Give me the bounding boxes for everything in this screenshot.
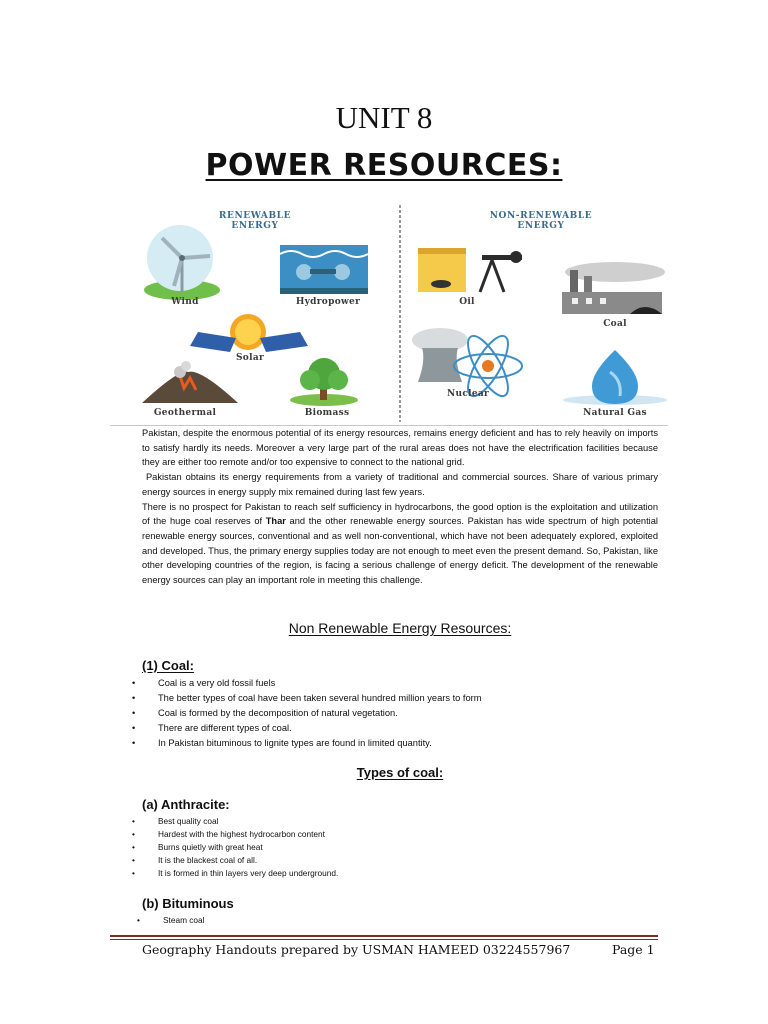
list-item: • There are different types of coal. [158,721,482,736]
biomass-icon [290,358,358,406]
coal-heading [142,658,194,673]
nonrenewable-heading-text: Non Renewable Energy Resources: [288,620,512,636]
page-title-text: POWER RESOURCES: [205,148,563,183]
list-item: • Burns quietly with great heat [158,841,338,854]
renewable-header-line2: ENERGY [231,221,279,231]
intro-paragraph-1: Pakistan, despite the enormous potential of its energy resources, remains energy deficient and has to rely heavily on imports to satisfy hardly its needs. Moreover a very large part of the rural areas does not have the electrification facilities because they are either too remote and/or too expensive to connect to the national grid. [142,428,658,468]
label-hydropower: Hydropower [295,297,361,307]
bituminous-heading: (b) Bituminous [142,896,234,911]
types-of-coal-heading-text: Types of coal: [356,765,444,780]
label-biomass: Biomass [304,408,350,418]
label-coal: Coal [603,319,627,329]
label-natural-gas: Natural Gas [583,408,647,418]
geothermal-icon [142,361,238,403]
coal-heading-text: (1) Coal: [142,658,194,673]
label-wind: Wind [171,297,199,307]
oil-icon [418,248,522,292]
label-solar: Solar [236,353,264,363]
footer-rule-thin [110,939,658,940]
list-item: • Best quality coal [158,815,338,828]
renewable-header-line1: RENEWABLE [218,211,292,221]
intro-paragraph-2 [142,470,658,499]
list-item: • It is the blackest coal of all. [158,854,338,867]
energy-sources-figure [110,200,670,425]
intro-p3-start: There is no prospect for Pakistan to reach self sufficiency in hydrocarbons, the good option is the exploitation and utilization of the huge coal reserves of [142,501,658,527]
anthracite-points [158,815,338,880]
list-item: • Coal is formed by the decomposition of natural vegetation. [158,706,482,721]
footer-rule-thick [110,935,658,937]
nonrenewable-heading [142,620,658,636]
anthracite-heading: (a) Anthracite: [142,797,230,812]
coal-points [158,676,482,751]
natural-gas-icon [563,350,667,405]
page-number: Page 1 [612,942,655,957]
intro-text [142,426,658,588]
list-item: • It is formed in thin layers very deep underground. [158,867,338,880]
page-title [0,148,768,183]
types-of-coal-heading [142,765,658,780]
list-item: • Steam coal [163,914,205,927]
intro-p3-end: and the other renewable energy sources. Pakistan has wide spectrum of high potential renewable energy sources, conventional and as well non-conventional, which have not been adequately explored, exploited and developed. Thus, the primary energy supplies today are not enough to meet even the present demand. So, Pakistan, like other developing countries of the region, is facing a serious challenge of energy deficit. The development of the renewable energy sources can play an important role in meeting this challenge. [142,516,658,586]
label-oil: Oil [459,297,475,307]
intro-p3-thar: Thar [265,516,286,527]
list-item: • Hardest with the highest hydrocarbon content [158,828,338,841]
coal-plant-icon [562,262,665,314]
list-item: • Coal is a very old fossil fuels [158,676,482,691]
hydropower-icon [280,245,368,294]
intro-paragraph-3 [142,500,658,588]
solar-icon [190,314,308,352]
footer-credit: Geography Handouts prepared by USMAN HAMEED 03224557967 [142,942,571,957]
label-geothermal: Geothermal [153,408,217,418]
intro-paragraph-2-text: Pakistan obtains its energy requirements from a variety of traditional and commercial sources. Share of various primary energy sources in energy supply mix remained during last few years. [142,472,658,497]
list-item: • The better types of coal have been taken several hundred million years to form [158,691,482,706]
wind-turbine-icon [144,225,220,300]
label-nuclear: Nuclear [446,389,490,399]
nonrenewable-header-line2: ENERGY [517,221,565,231]
bituminous-points [163,914,205,927]
nonrenewable-header-line1: NON-RENEWABLE [489,211,593,221]
unit-number: UNIT 8 [335,100,433,135]
list-item: • In Pakistan bituminous to lignite types are found in limited quantity. [158,736,482,751]
